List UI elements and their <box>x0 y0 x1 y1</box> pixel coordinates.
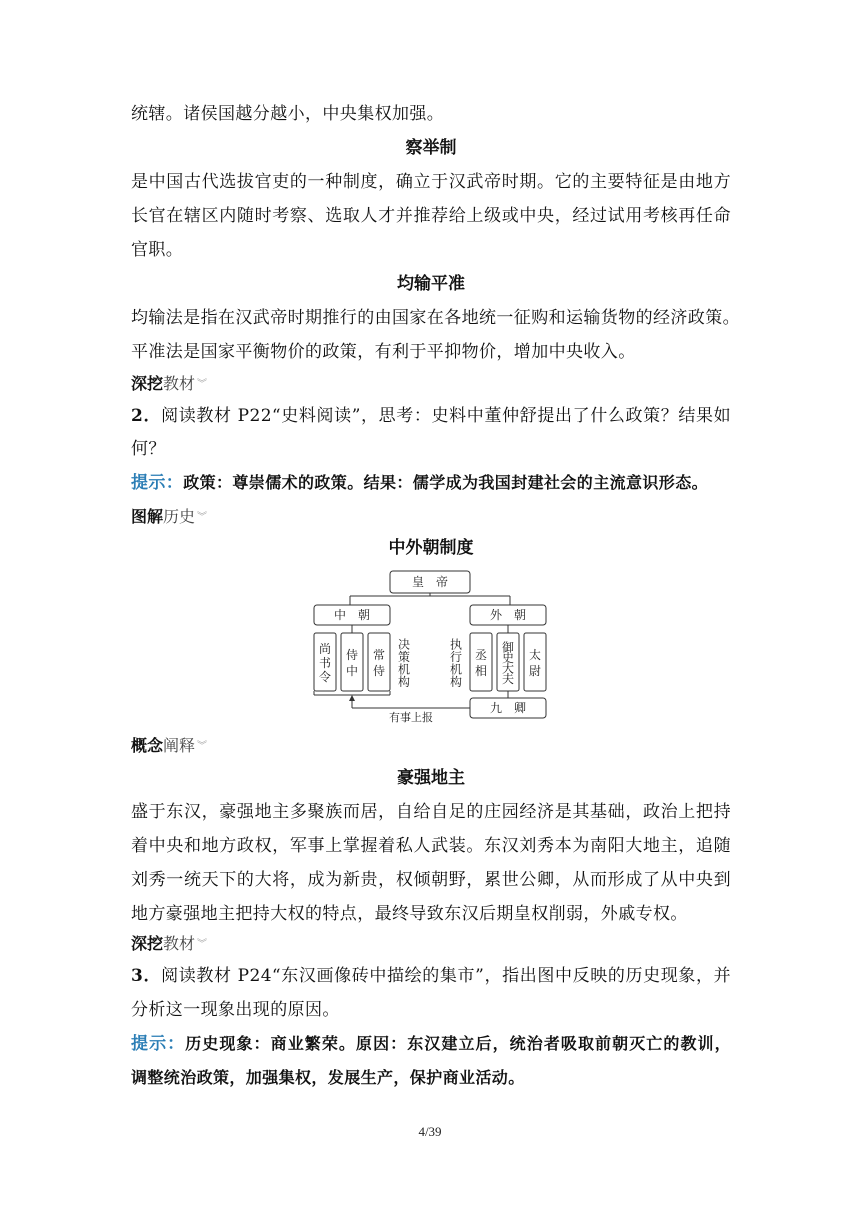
chevron-down-icon: ︾ <box>197 939 208 950</box>
inner-official-label: 常侍 <box>372 648 386 678</box>
question-line: 何？ <box>131 439 166 459</box>
section-label-rest: 教材 <box>163 374 196 393</box>
hint-text: 政策：尊崇儒术的政策。结果：儒学成为我国封建社会的主流意识形态。 <box>183 473 709 492</box>
outer-court-label: 外 朝 <box>489 608 527 622</box>
inner-court-label: 中 朝 <box>333 608 371 622</box>
heading-junshu-pingzhun: 均输平准 <box>397 274 465 294</box>
hint-label: 提示： <box>131 1034 186 1054</box>
outer-official-label: 丞相 <box>474 648 488 678</box>
court-system-diagram <box>300 566 560 730</box>
text-line: 均输法是指在汉武帝时期推行的由国家在各地统一征购和运输货物的经济政策。 <box>131 308 740 328</box>
outer-official-label: 御史大夫 <box>501 640 515 686</box>
chevron-down-icon: ︾ <box>197 379 208 390</box>
section-label-bold: 深挖 <box>131 934 164 953</box>
hint-text: 调整统治政策，加强集权，发展生产，保护商业活动。 <box>131 1068 525 1087</box>
emperor-label: 皇 帝 <box>411 575 449 589</box>
question-number: 3． <box>131 966 162 986</box>
text-line: 统辖。诸侯国越分越小，中央集权加强。 <box>131 104 445 124</box>
hint-label: 提示： <box>131 473 184 493</box>
hint-line <box>131 1066 731 1090</box>
hint-line <box>131 1032 731 1056</box>
question-line <box>131 404 731 428</box>
hint-line <box>131 471 731 495</box>
inner-official-label: 尚书令 <box>318 642 332 684</box>
question-text: 阅读教材 P24“东汉画像砖中描绘的集市”，指出图中反映的历史现象，并 <box>161 966 731 986</box>
text-line: 是中国古代选拔官吏的一种制度，确立于汉武帝时期。它的主要特征是由地方 <box>131 172 731 192</box>
text-line: 着中央和地方政权，军事上掌握着私人武装。东汉刘秀本为南阳大地主，追随 <box>131 836 731 856</box>
section-label-shenwa <box>131 932 207 957</box>
chevron-down-icon: ︾ <box>197 512 208 523</box>
hint-text: 历史现象：商业繁荣。原因：东汉建立后，统治者吸取前朝灭亡的教训， <box>185 1034 731 1053</box>
question-line: 分析这一现象出现的原因。 <box>131 1000 340 1020</box>
chevron-down-icon: ︾ <box>197 741 208 752</box>
text-line: 盛于东汉，豪强地主多聚族而居，自给自足的庄园经济是其基础，政治上把持 <box>131 802 731 822</box>
question-line <box>131 964 731 988</box>
section-label-rest: 历史 <box>163 507 196 526</box>
text-line: 平准法是国家平衡物价的政策，有利于平抑物价，增加中央收入。 <box>131 342 636 362</box>
text-line: 刘秀一统天下的大将，成为新贵，权倾朝野，累世公卿，从而形成了从中央到 <box>131 870 731 890</box>
text-line: 长官在辖区内随时考察、选取人才并推荐给上级或中央，经过试用考核再任命 <box>131 206 731 226</box>
heading-zhongwaichao: 中外朝制度 <box>388 538 474 558</box>
section-label-bold: 深挖 <box>131 374 164 393</box>
section-label-tujie <box>131 505 207 530</box>
outer-role-label: 执行机构 <box>449 637 463 689</box>
heading-chajuzhi: 察举制 <box>405 138 457 158</box>
section-label-bold: 图解 <box>131 507 164 526</box>
inner-role-label: 决策机构 <box>397 637 411 689</box>
vertical-labels <box>319 636 541 689</box>
section-label-gainian <box>131 734 207 759</box>
inner-official-label: 侍中 <box>345 648 359 678</box>
heading-haoqiang-dizhu: 豪强地主 <box>397 768 465 788</box>
text-line: 地方豪强地主把持大权的特点，最终导致东汉后期皇权削弱，外戚专权。 <box>131 904 688 924</box>
text-line: 官职。 <box>131 240 184 260</box>
question-number: 2． <box>131 406 162 426</box>
report-label: 有事上报 <box>389 711 433 724</box>
section-label-rest: 阐释 <box>163 736 196 755</box>
question-text: 阅读教材 P22“史料阅读”，思考：史料中董仲舒提出了什么政策？结果如 <box>161 406 731 426</box>
section-label-shenwa <box>131 372 207 397</box>
outer-official-label: 太尉 <box>528 648 542 678</box>
section-label-rest: 教材 <box>163 934 196 953</box>
page-number: 4/39 <box>418 1124 442 1139</box>
section-label-bold: 概念 <box>131 736 164 755</box>
nine-ministers-label: 九 卿 <box>489 701 527 715</box>
